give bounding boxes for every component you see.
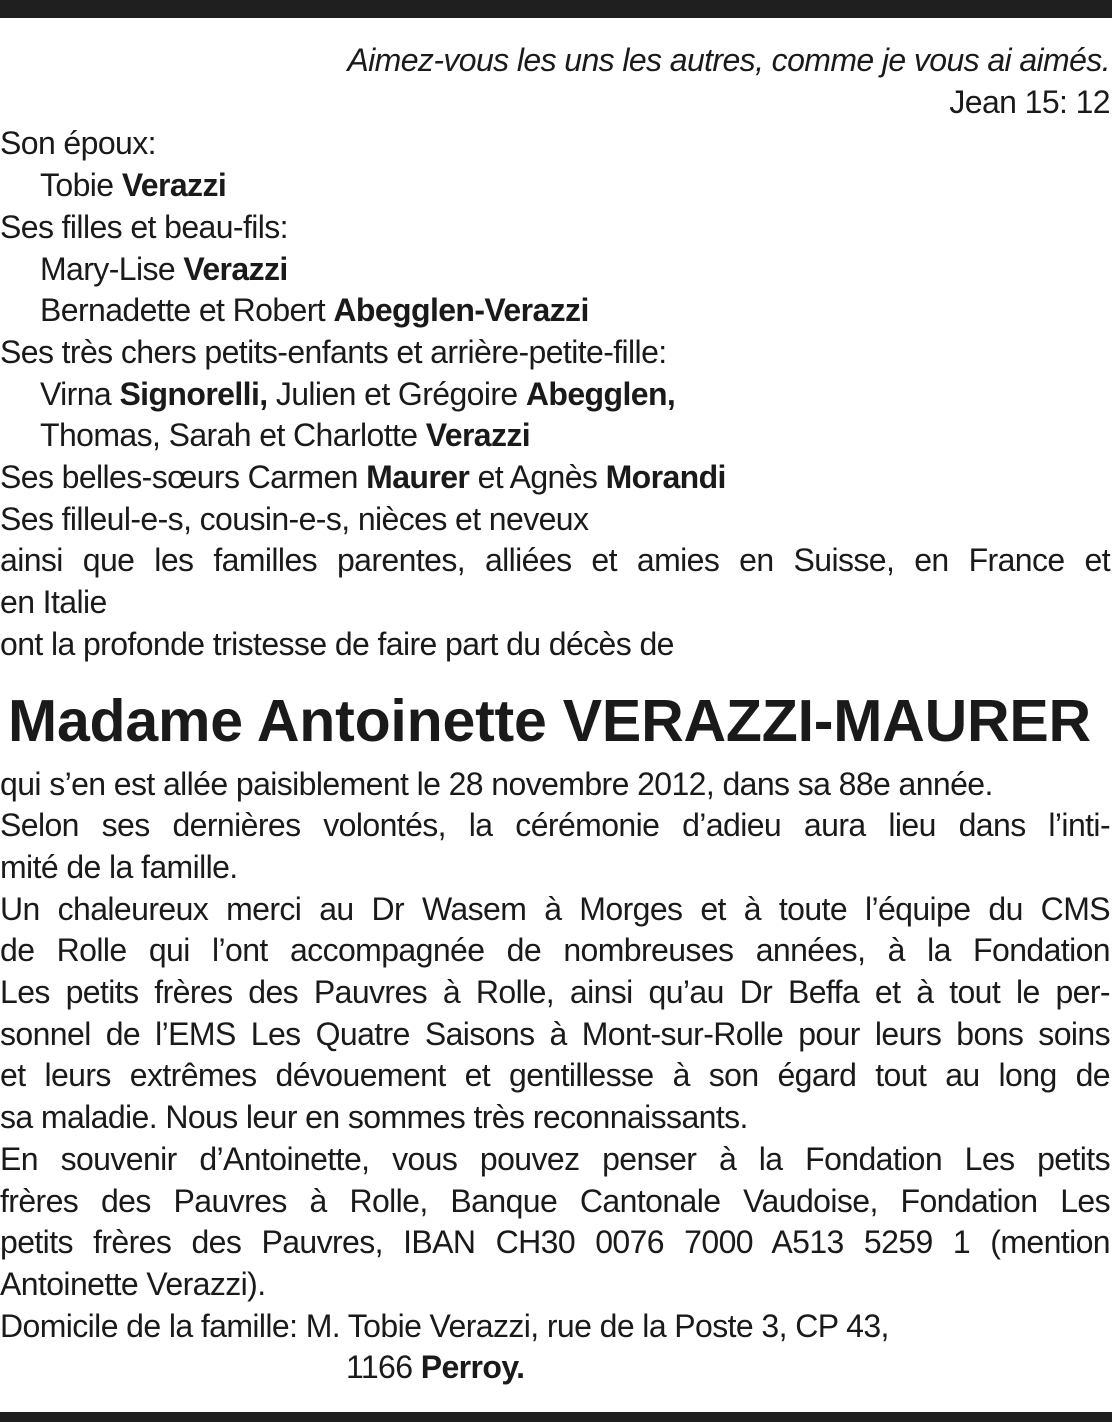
daughter-name: Mary-Lise Verazzi — [40, 250, 288, 287]
obituary-notice — [0, 40, 1110, 1389]
family-domicile: Domicile de la famille: M. Tobie Verazzi, rue de la Poste 3, CP 43, — [0, 1307, 889, 1344]
thanks-text: et leurs extrêmes dévouement et gentillesse à son égard tout au long de — [0, 1057, 1110, 1094]
deceased-name: Madame Antoinette VERAZZI-MAURER — [8, 687, 1091, 754]
spouse-label: Son époux: — [0, 125, 156, 162]
relatives-line: en Italie — [0, 584, 107, 621]
sisters-in-law: Ses belles-sœurs Carmen Maurer et Agnès Morandi — [0, 459, 726, 496]
relatives-line: ainsi que les familles parentes, alliées et amies en Suisse, en France et — [0, 542, 1110, 579]
ceremony-text: mité de la famille. — [0, 848, 238, 885]
thanks-text: Les petits frères des Pauvres à Rolle, ainsi qu’au Dr Beffa et à tout le per- — [0, 974, 1110, 1011]
thanks-text: de Rolle qui l’ont accompagnée de nombreuses années, à la Fondation — [0, 932, 1110, 969]
daughter-name: Bernadette et Robert Abegglen-Verazzi — [40, 292, 589, 329]
donation-text: frères des Pauvres à Rolle, Banque Cantonale Vaudoise, Fondation Les — [0, 1182, 1110, 1219]
thanks-text: sa maladie. Nous leur en sommes très reconnaissants. — [0, 1099, 748, 1136]
daughters-label: Ses filles et beau-fils: — [0, 208, 288, 245]
thanks-text: sonnel de l’EMS Les Quatre Saisons à Mont-sur-Rolle pour leurs bons soins — [0, 1015, 1110, 1052]
donation-text: Antoinette Verazzi). — [0, 1265, 266, 1302]
death-details: qui s’en est allée paisiblement le 28 novembre 2012, dans sa 88e année. — [0, 765, 993, 802]
grandchildren-names: Thomas, Sarah et Charlotte Verazzi — [40, 417, 531, 454]
announcement-line: ont la profonde tristesse de faire part du décès de — [0, 625, 674, 662]
grandchildren-label: Ses très chers petits-enfants et arrière-petite-fille: — [0, 333, 667, 370]
thanks-text: Un chaleureux merci au Dr Wasem à Morges et à toute l’équipe du CMS — [0, 890, 1110, 927]
donation-text: En souvenir d’Antoinette, vous pouvez penser à la Fondation Les petits — [0, 1140, 1110, 1177]
donation-text: petits frères des Pauvres, IBAN CH30 0076 7000 A513 5259 1 (mention — [0, 1224, 1110, 1261]
grandchildren-names: Virna Signorelli, Julien et Grégoire Abegglen, — [40, 375, 676, 412]
ceremony-text: Selon ses dernières volontés, la cérémonie d’adieu aura lieu dans l’inti- — [0, 807, 1110, 844]
godchildren-line: Ses filleul-e-s, cousin-e-s, nièces et neveux — [0, 500, 589, 537]
bible-quote: Aimez-vous les uns les autres, comme je vous ai aimés. — [347, 42, 1110, 78]
bible-reference: Jean 15: 12 — [949, 83, 1110, 120]
family-domicile-town: 1166 Perroy. — [346, 1349, 525, 1386]
bottom-rule — [0, 1412, 1112, 1422]
top-rule — [0, 0, 1112, 18]
spouse-name: Tobie Verazzi — [40, 167, 227, 204]
